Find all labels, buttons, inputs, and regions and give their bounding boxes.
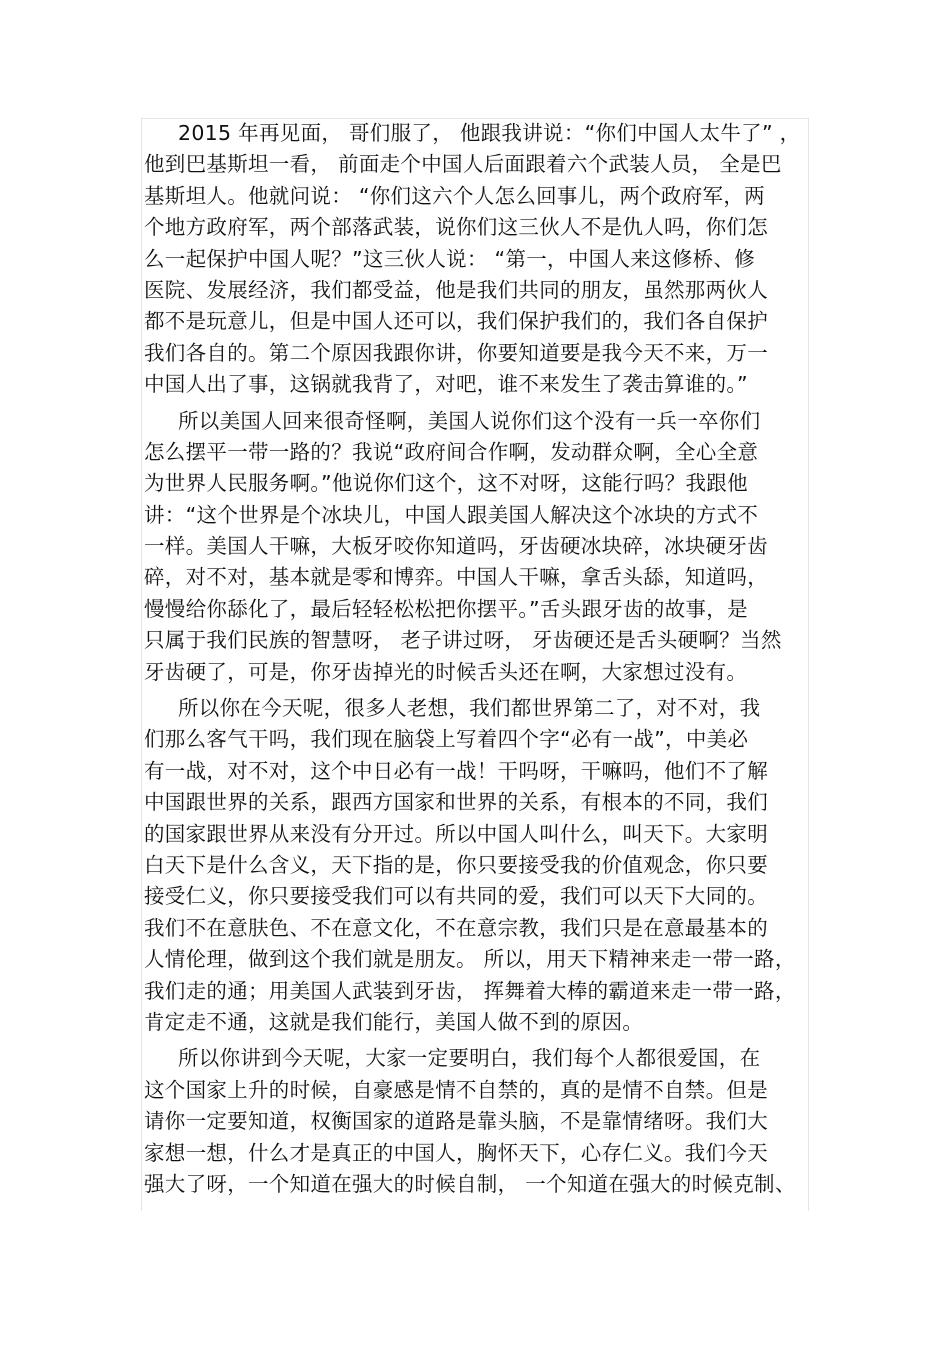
- text-line: 家想一想，什么才是真正的中国人，胸怀天下，心存仁义。我们今天: [144, 1140, 768, 1165]
- paragraph-1: [144, 118, 804, 401]
- text-line: 牙齿硬了，可是，你牙齿掉光的时候舌头还在啊，大家想过没有。: [144, 659, 748, 684]
- paragraph-3: [144, 693, 804, 1038]
- text-line: 医院、发展经济，我们都受益，他是我们共同的朋友，虽然那两伙人: [144, 277, 768, 302]
- text-line: 人情伦理，做到这个我们就是朋友。 所以，用天下精神来走一带一路，: [144, 947, 796, 972]
- text-line: 怎么摆平一带一路的？我说“政府间合作啊，发动群众啊，全心全意: [144, 439, 759, 464]
- document-body: [144, 118, 804, 1210]
- text-line: 中国人出了事，这锅就我背了，对吧，谁不来发生了袭击算谁的。”: [144, 372, 748, 397]
- paragraph-4: [144, 1043, 804, 1200]
- text-line: 2015 年再见面， 哥们服了， 他跟我讲说：“你们中国人太牛了” ，: [178, 121, 801, 145]
- text-line: 中国跟世界的关系，跟西方国家和世界的关系，有根本的不同，我们: [144, 790, 768, 815]
- text-line: 请你一定要知道，权衡国家的道路是靠头脑，不是靠情绪呀。我们大: [144, 1109, 768, 1134]
- text-line: 所以美国人回来很奇怪啊，美国人说你们这个没有一兵一卒你们: [178, 408, 761, 433]
- text-line: 讲：“这个世界是个冰块儿，中国人跟美国人解决这个冰块的方式不: [144, 502, 759, 527]
- text-line: 慢慢给你舔化了，最后轻轻松松把你摆平。”舌头跟牙齿的故事，是: [144, 596, 748, 621]
- text-line: 接受仁义，你只要接受我们可以有共同的爱，我们可以天下大同的。: [144, 884, 768, 909]
- text-line: 白天下是什么含义，天下指的是，你只要接受我的价值观念，你只要: [144, 852, 768, 877]
- text-line: 我们不在意肤色、不在意文化，不在意宗教，我们只是在意最基本的: [144, 915, 768, 940]
- text-line: 所以你讲到今天呢，大家一定要明白，我们每个人都很爱国，在: [178, 1046, 761, 1071]
- text-line: 的国家跟世界从来没有分开过。所以中国人叫什么，叫天下。大家明: [144, 821, 768, 846]
- text-line: 为世界人民服务啊。”他说你们这个，这不对呀，这能行吗？我跟他: [144, 471, 748, 496]
- text-line: 基斯坦人。他就问说： “你们这六个人怎么回事儿，两个政府军，两: [144, 183, 765, 208]
- text-line: 我们各自的。第二个原因我跟你讲，你要知道要是我今天不来，万一: [144, 340, 768, 365]
- text-line: 这个国家上升的时候，自豪感是情不自禁的，真的是情不自禁。但是: [144, 1077, 768, 1102]
- text-line: 么一起保护中国人呢？”这三伙人说： “第一，中国人来这修桥、修: [144, 246, 756, 271]
- paragraph-2: [144, 406, 804, 689]
- text-line: 所以你在今天呢，很多人老想，我们都世界第二了，对不对，我: [178, 696, 761, 721]
- text-line: 有一战，对不对，这个中日必有一战！干吗呀，干嘛吗，他们不了解: [144, 758, 768, 783]
- text-line: 他到巴基斯坦一看， 前面走个中国人后面跟着六个武装人员， 全是巴: [144, 152, 782, 177]
- text-line: 个地方政府军，两个部落武装，说你们这三伙人不是仇人吗，你们怎: [144, 215, 768, 240]
- text-line: 一样。美国人干嘛，大板牙咬你知道吗，牙齿硬冰块碎，冰块硬牙齿: [144, 534, 768, 559]
- text-line: 我们走的通；用美国人武装到牙齿， 挥舞着大棒的霸道来走一带一路，: [144, 978, 796, 1003]
- text-line: 强大了呀，一个知道在强大的时候自制， 一个知道在强大的时候克制、: [144, 1171, 796, 1196]
- text-line: 碎，对不对，基本就是零和博弈。中国人干嘛，拿舌头舔，知道吗，: [144, 565, 768, 590]
- text-line: 都不是玩意儿，但是中国人还可以，我们保护我们的，我们各自保护: [144, 309, 768, 334]
- text-line: 们那么客气干吗，我们现在脑袋上写着四个字“必有一战”，中美必: [144, 727, 749, 752]
- text-line: 只属于我们民族的智慧呀， 老子讲过呀， 牙齿硬还是舌头硬啊？当然: [144, 628, 782, 653]
- text-line: 肯定走不通，这就是我们能行，美国人做不到的原因。: [144, 1009, 644, 1034]
